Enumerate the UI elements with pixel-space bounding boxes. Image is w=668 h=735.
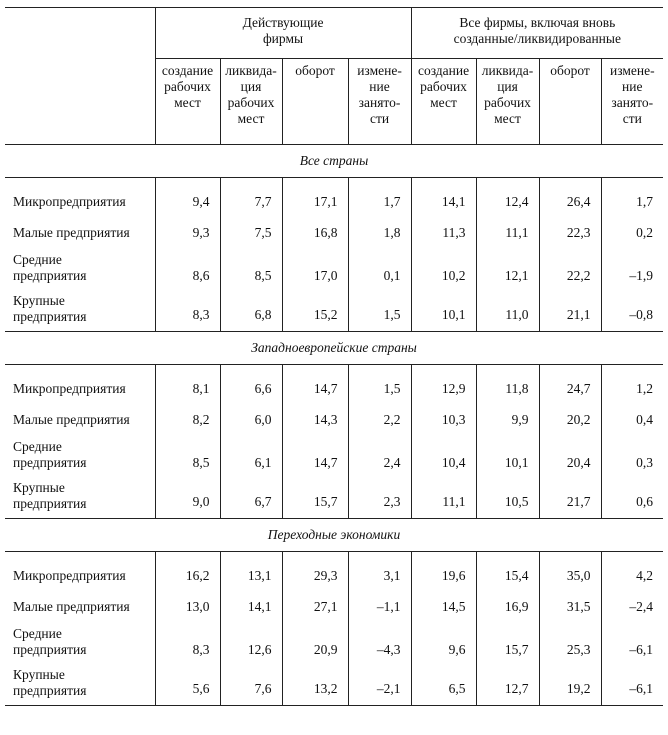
- table-row: [5, 591, 663, 622]
- table-cell: 24,7: [539, 365, 601, 405]
- table-cell: –6,1: [601, 622, 663, 661]
- row-label: Средние предприятия: [13, 251, 87, 283]
- table-cell: 2,4: [348, 435, 411, 474]
- table-cell: 22,2: [539, 248, 601, 287]
- table-cell: 15,7: [476, 622, 539, 661]
- table-cell: 3,1: [348, 552, 411, 592]
- table-cell: 7,5: [220, 217, 282, 248]
- table-cell: 25,3: [539, 622, 601, 661]
- row-label: Микропредприятия: [13, 380, 126, 396]
- table-row: [5, 217, 663, 248]
- section-title: Западноевропейские страны: [251, 340, 417, 355]
- table-cell: 21,1: [539, 287, 601, 332]
- table-row: [5, 248, 663, 287]
- table-cell: 0,2: [601, 217, 663, 248]
- table-cell: 27,1: [282, 591, 348, 622]
- table-cell: 14,3: [282, 404, 348, 435]
- table-row: [5, 365, 663, 405]
- table-cell: 8,3: [155, 287, 220, 332]
- row-label: Малые предприятия: [13, 411, 130, 427]
- table-row: [5, 622, 663, 661]
- table-cell: 12,7: [476, 661, 539, 706]
- table-cell: 6,1: [220, 435, 282, 474]
- table-cell: 22,3: [539, 217, 601, 248]
- table-cell: 8,5: [155, 435, 220, 474]
- table-cell: 0,3: [601, 435, 663, 474]
- group-header-all-firms: Все фирмы, включая вновь созданные/ликвидированные: [411, 8, 663, 59]
- table-cell: 31,5: [539, 591, 601, 622]
- col-header-turnover-2: оборот: [539, 59, 601, 145]
- table-cell: 8,1: [155, 365, 220, 405]
- table-cell: –0,8: [601, 287, 663, 332]
- table-cell: –6,1: [601, 661, 663, 706]
- table-cell: 21,7: [539, 474, 601, 519]
- col-header-job-destruction-2: ликвида- ция рабочих мест: [476, 59, 539, 145]
- table-cell: 20,9: [282, 622, 348, 661]
- table-row: [5, 661, 663, 706]
- table-cell: 17,1: [282, 178, 348, 218]
- table-cell: 0,1: [348, 248, 411, 287]
- table-row: [5, 178, 663, 218]
- table-cell: –1,1: [348, 591, 411, 622]
- row-label: Малые предприятия: [13, 598, 130, 614]
- row-label: Крупные предприятия: [13, 480, 87, 511]
- table-cell: 0,4: [601, 404, 663, 435]
- col-header-turnover-1: оборот: [282, 59, 348, 145]
- table-cell: 8,5: [220, 248, 282, 287]
- table-cell: 14,1: [411, 178, 476, 218]
- table-row: [5, 435, 663, 474]
- col-header-employment-change-1: измене- ние занято- сти: [348, 59, 411, 145]
- table-cell: 29,3: [282, 552, 348, 592]
- row-label: Средние предприятия: [13, 625, 87, 657]
- table-cell: 9,0: [155, 474, 220, 519]
- table-cell: 12,4: [476, 178, 539, 218]
- table-cell: 1,5: [348, 287, 411, 332]
- table-cell: –2,1: [348, 661, 411, 706]
- table-cell: 7,6: [220, 661, 282, 706]
- table-cell: –2,4: [601, 591, 663, 622]
- table-row: [5, 404, 663, 435]
- table-cell: 11,1: [476, 217, 539, 248]
- row-label: Крупные предприятия: [13, 667, 87, 698]
- table-cell: 19,6: [411, 552, 476, 592]
- table-cell: 8,2: [155, 404, 220, 435]
- table-cell: 1,7: [348, 178, 411, 218]
- table-cell: 1,5: [348, 365, 411, 405]
- table-cell: 14,7: [282, 435, 348, 474]
- table-cell: 6,5: [411, 661, 476, 706]
- table-cell: 10,1: [411, 287, 476, 332]
- group-header-existing-firms: Действующие фирмы: [155, 8, 411, 59]
- table-cell: 9,3: [155, 217, 220, 248]
- table-cell: 10,5: [476, 474, 539, 519]
- table-cell: 1,7: [601, 178, 663, 218]
- table-cell: 2,3: [348, 474, 411, 519]
- table-cell: 2,2: [348, 404, 411, 435]
- row-label: Микропредприятия: [13, 567, 126, 583]
- col-header-job-creation-2: создание рабочих мест: [411, 59, 476, 145]
- table-cell: 1,8: [348, 217, 411, 248]
- table-cell: 5,6: [155, 661, 220, 706]
- col-header-job-destruction-1: ликвида- ция рабочих мест: [220, 59, 282, 145]
- table-cell: 14,7: [282, 365, 348, 405]
- table-row: [5, 552, 663, 592]
- table-cell: 4,2: [601, 552, 663, 592]
- table-cell: 9,6: [411, 622, 476, 661]
- data-table: [5, 7, 663, 706]
- table-cell: 9,4: [155, 178, 220, 218]
- table-cell: 10,4: [411, 435, 476, 474]
- table-cell: 9,9: [476, 404, 539, 435]
- table-cell: 6,7: [220, 474, 282, 519]
- table-cell: 16,8: [282, 217, 348, 248]
- table-cell: 15,7: [282, 474, 348, 519]
- table-cell: 13,2: [282, 661, 348, 706]
- table-cell: 14,5: [411, 591, 476, 622]
- row-label: Малые предприятия: [13, 224, 130, 240]
- table-cell: 12,9: [411, 365, 476, 405]
- table-cell: 7,7: [220, 178, 282, 218]
- table-cell: 8,6: [155, 248, 220, 287]
- table-cell: –1,9: [601, 248, 663, 287]
- table-row: [5, 474, 663, 519]
- table-cell: 15,4: [476, 552, 539, 592]
- table-cell: 16,9: [476, 591, 539, 622]
- col-header-job-creation-1: создание рабочих мест: [155, 59, 220, 145]
- table-cell: 10,3: [411, 404, 476, 435]
- section-title: Переходные экономики: [267, 527, 401, 542]
- col-header-employment-change-2: измене- ние занято- сти: [601, 59, 663, 145]
- table-cell: 13,1: [220, 552, 282, 592]
- table-body: [5, 145, 663, 706]
- table-cell: 11,8: [476, 365, 539, 405]
- table-cell: 35,0: [539, 552, 601, 592]
- row-label: Крупные предприятия: [13, 293, 87, 324]
- row-label: Микропредприятия: [13, 193, 126, 209]
- table-cell: 17,0: [282, 248, 348, 287]
- table-cell: 6,0: [220, 404, 282, 435]
- table-cell: 20,2: [539, 404, 601, 435]
- table-cell: 8,3: [155, 622, 220, 661]
- table-cell: 12,6: [220, 622, 282, 661]
- table-cell: 11,0: [476, 287, 539, 332]
- table-cell: –4,3: [348, 622, 411, 661]
- table-cell: 10,1: [476, 435, 539, 474]
- table-cell: 12,1: [476, 248, 539, 287]
- table-cell: 19,2: [539, 661, 601, 706]
- table-cell: 13,0: [155, 591, 220, 622]
- table-cell: 26,4: [539, 178, 601, 218]
- row-label: Средние предприятия: [13, 438, 87, 470]
- table-cell: 15,2: [282, 287, 348, 332]
- table-cell: 16,2: [155, 552, 220, 592]
- table-row: [5, 287, 663, 332]
- table-cell: 1,2: [601, 365, 663, 405]
- section-title: Все страны: [299, 153, 369, 168]
- table-cell: 11,3: [411, 217, 476, 248]
- table-cell: 20,4: [539, 435, 601, 474]
- header-corner: [5, 8, 155, 145]
- table-cell: 0,6: [601, 474, 663, 519]
- table-cell: 10,2: [411, 248, 476, 287]
- table-cell: 14,1: [220, 591, 282, 622]
- table-cell: 11,1: [411, 474, 476, 519]
- table-cell: 6,8: [220, 287, 282, 332]
- table-cell: 6,6: [220, 365, 282, 405]
